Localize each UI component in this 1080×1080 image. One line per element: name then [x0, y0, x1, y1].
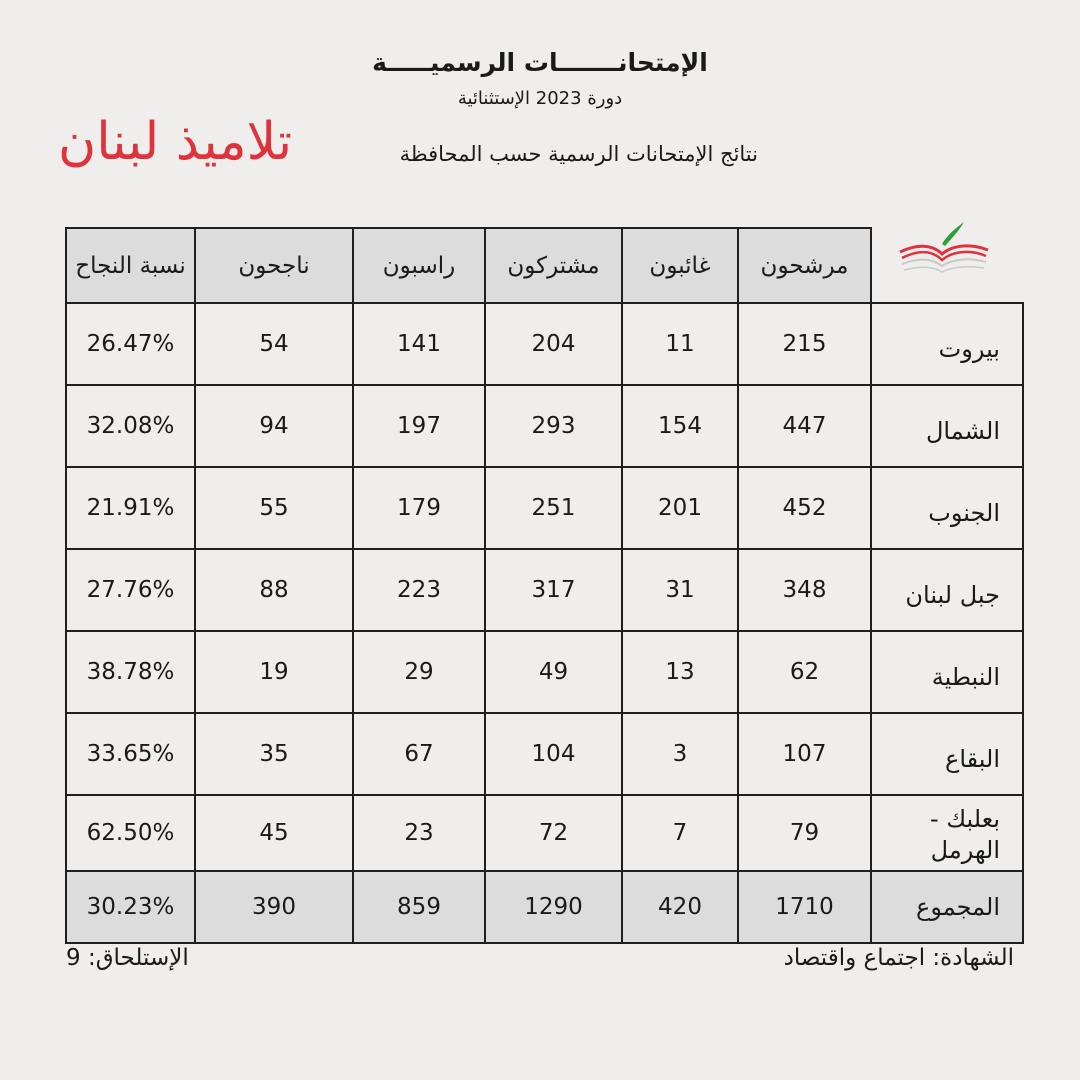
- merit-count: الإستلحاق: 9: [66, 945, 189, 971]
- certificate-label: الشهادة: اجتماع واقتصاد: [783, 945, 1014, 971]
- page-title: الإمتحانـــــــات الرسميـــــة: [372, 48, 708, 77]
- table-cell: 88: [195, 549, 353, 631]
- table-cell: 94: [195, 385, 353, 467]
- table-cell: 23: [353, 795, 485, 871]
- table-cell: 62: [738, 631, 871, 713]
- table-row: [66, 467, 1023, 549]
- total-cell: 30.23%: [66, 871, 195, 943]
- table-cell: 29: [353, 631, 485, 713]
- table-cell: 215: [738, 303, 871, 385]
- table-row: [66, 385, 1023, 467]
- table-cell: 197: [353, 385, 485, 467]
- table-cell: 179: [353, 467, 485, 549]
- table-cell: 79: [738, 795, 871, 871]
- table-cell: 45: [195, 795, 353, 871]
- table-cell: 348: [738, 549, 871, 631]
- table-cell: 452: [738, 467, 871, 549]
- table-cell: 293: [485, 385, 622, 467]
- table-cell: 33.65%: [66, 713, 195, 795]
- table-row: [66, 795, 1023, 871]
- table-cell: 55: [195, 467, 353, 549]
- table-row: [66, 303, 1023, 385]
- table-cell: 49: [485, 631, 622, 713]
- table-cell: 35: [195, 713, 353, 795]
- results-subtitle: نتائج الإمتحانات الرسمية حسب المحافظة: [399, 142, 758, 166]
- table-cell: 204: [485, 303, 622, 385]
- table-cell: 11: [622, 303, 738, 385]
- table-cell: 223: [353, 549, 485, 631]
- table-cell: 72: [485, 795, 622, 871]
- table-cell: 27.76%: [66, 549, 195, 631]
- table-cell: 67: [353, 713, 485, 795]
- region-cell: النبطية: [871, 631, 1023, 713]
- table-cell: 7: [622, 795, 738, 871]
- table-row: [66, 713, 1023, 795]
- region-cell: جبل لبنان: [871, 549, 1023, 631]
- corner-cell: [871, 228, 1023, 303]
- table-cell: 21.91%: [66, 467, 195, 549]
- table-cell: 251: [485, 467, 622, 549]
- column-header: مرشحون: [738, 228, 871, 303]
- table-cell: 447: [738, 385, 871, 467]
- table-row: [66, 631, 1023, 713]
- table-cell: 38.78%: [66, 631, 195, 713]
- region-cell: البقاع: [871, 713, 1023, 795]
- brand-name: تلاميذ لبنان: [58, 112, 293, 172]
- total-label: المجموع: [871, 871, 1023, 943]
- total-cell: 1710: [738, 871, 871, 943]
- total-cell: 859: [353, 871, 485, 943]
- total-row: [66, 871, 1023, 943]
- table-cell: 13: [622, 631, 738, 713]
- table-cell: 3: [622, 713, 738, 795]
- table-cell: 62.50%: [66, 795, 195, 871]
- table-row: [66, 549, 1023, 631]
- table-cell: 31: [622, 549, 738, 631]
- column-header: نسبة النجاح: [66, 228, 195, 303]
- table-cell: 104: [485, 713, 622, 795]
- region-cell: الجنوب: [871, 467, 1023, 549]
- region-cell: بعلبك - الهرمل: [871, 795, 1023, 871]
- table-cell: 201: [622, 467, 738, 549]
- column-header: مشتركون: [485, 228, 622, 303]
- table-cell: 54: [195, 303, 353, 385]
- table-cell: 19: [195, 631, 353, 713]
- table-cell: 26.47%: [66, 303, 195, 385]
- total-cell: 1290: [485, 871, 622, 943]
- table-cell: 154: [622, 385, 738, 467]
- results-table: [65, 227, 1024, 944]
- session-label: دورة 2023 الإستثنائية: [457, 88, 623, 109]
- region-cell: الشمال: [871, 385, 1023, 467]
- table-cell: 317: [485, 549, 622, 631]
- region-cell: بيروت: [871, 303, 1023, 385]
- table-cell: 107: [738, 713, 871, 795]
- total-cell: 420: [622, 871, 738, 943]
- column-header: راسبون: [353, 228, 485, 303]
- total-cell: 390: [195, 871, 353, 943]
- table-cell: 141: [353, 303, 485, 385]
- table-cell: 32.08%: [66, 385, 195, 467]
- header-row: [66, 228, 1023, 303]
- column-header: غائبون: [622, 228, 738, 303]
- column-header: ناجحون: [195, 228, 353, 303]
